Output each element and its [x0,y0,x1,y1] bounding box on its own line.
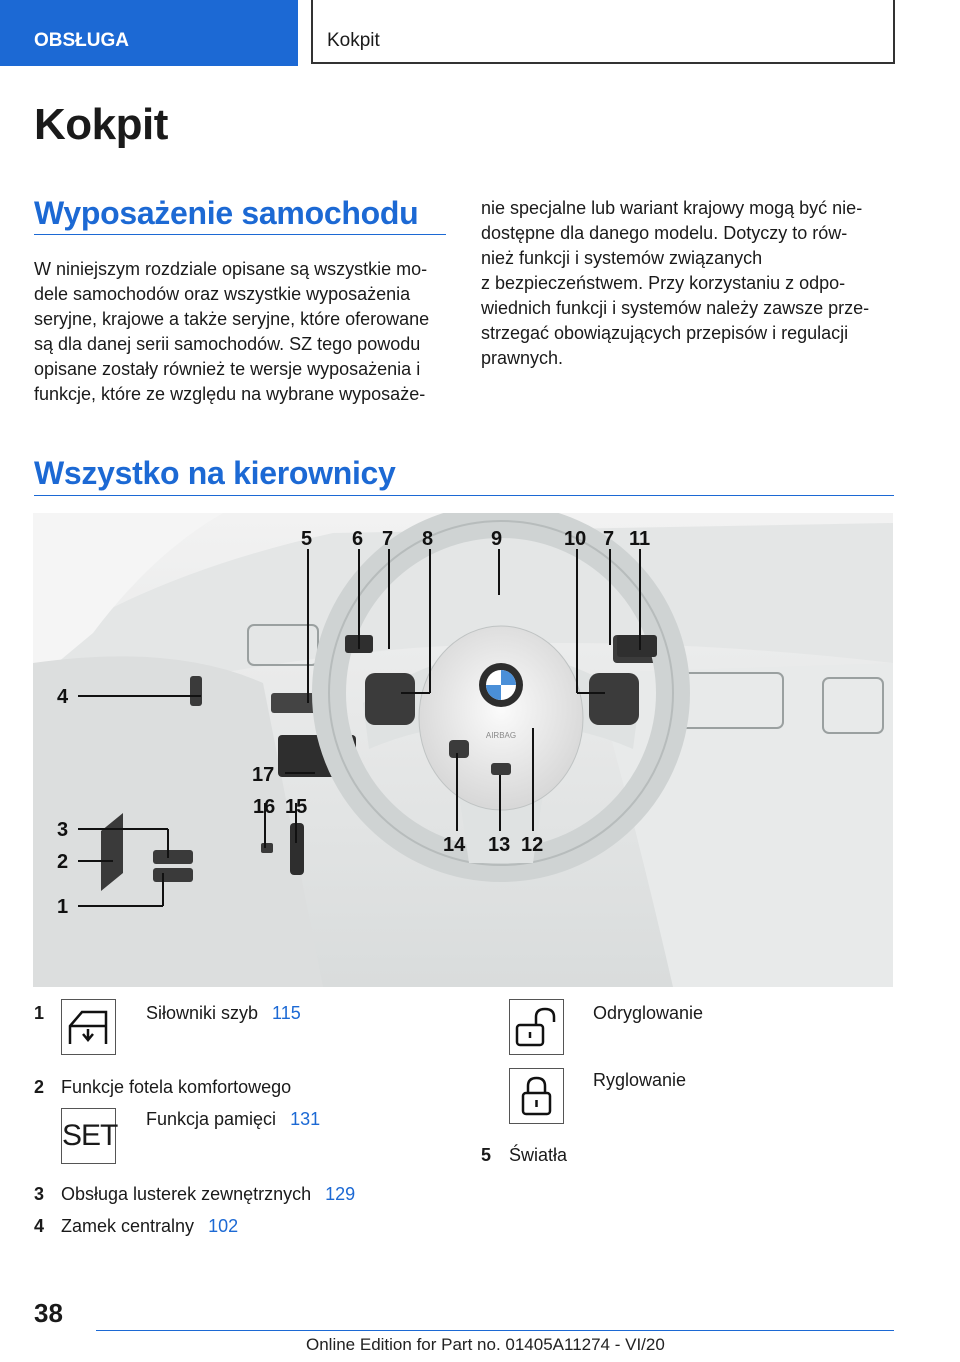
legend-item [146,1109,320,1130]
page-header [0,0,960,66]
legend-label: Odryglowanie [593,1003,704,1023]
text-line: funkcje, które ze względu na wybrane wyposaże‐ [34,384,426,404]
callout-15: 15 [285,796,308,818]
callout-5: 5 [301,528,313,550]
callout-11: 11 [629,528,651,550]
legend-label: Obsługa lusterek zewnętrznych [61,1184,312,1204]
set-icon-text: SET [62,1119,118,1152]
heading-rule [34,495,894,496]
text-line: nie specjalne lub wariant krajowy mogą być nie‐ [481,198,863,218]
window-lifter-icon [61,999,116,1055]
text-line: nież funkcji i systemów związanych [481,248,763,268]
legend-item [61,1184,355,1205]
callout-9: 9 [491,528,503,550]
legend-item [146,1003,301,1024]
page-reference-link[interactable]: 131 [290,1109,321,1129]
legend-item [61,1216,238,1237]
text-line: prawnych. [481,348,564,368]
cockpit-illustration [33,513,893,987]
callout-10: 10 [564,528,587,550]
callout-8: 8 [422,528,434,550]
legend-label: Zamek centralny [61,1216,195,1236]
cockpit-drawing [33,513,893,987]
bmw-logo [479,663,523,707]
legend-number: 2 [34,1077,45,1097]
section-tab[interactable]: OBSŁUGA [0,0,298,66]
callout-17: 17 [252,764,275,786]
text-line: strzegać obowiązujących przepisów i regulacji [481,323,849,343]
text-line: dele samochodów oraz wszystkie wyposażenia [34,284,411,304]
intro-column-left [34,257,454,407]
legend-label: Światła [509,1145,568,1165]
section-heading-steering: Wszystko na kierownicy [34,455,396,491]
set-button-icon [61,1108,116,1164]
legend-label: Funkcja pamięci [146,1109,277,1129]
legend-label: Siłowniki szyb [146,1003,259,1023]
section-heading-equipment: Wyposażenie samochodu [34,195,419,231]
legend-label: Ryglowanie [593,1070,687,1090]
unlock-icon [509,999,564,1055]
callout-14: 14 [443,834,466,856]
text-line: są dla danej serii samochodów. SZ tego powodu [34,334,421,354]
callout-7b: 7 [603,528,615,550]
legend-number: 1 [34,1003,45,1023]
callout-3: 3 [57,819,69,841]
intro-column-right [481,196,901,371]
chapter-tab[interactable]: Kokpit [311,0,895,64]
text-line: seryjne, krajowe a także seryjne, które oferowane [34,309,430,329]
footer-edition: Online Edition for Part no. 01405A11274 - VI/20 [306,1335,665,1354]
page-title: Kokpit [34,100,168,149]
callout-1: 1 [57,896,69,918]
callout-16: 16 [253,796,276,818]
callout-7: 7 [382,528,394,550]
legend-number: 3 [34,1184,45,1204]
legend-number: 4 [34,1216,45,1236]
airbag-label: AIRBAG [485,731,517,740]
text-line: dostępne dla danego modelu. Dotyczy to rów‐ [481,223,848,243]
callout-4: 4 [57,686,69,708]
lock-icon [509,1068,564,1124]
callout-6: 6 [352,528,364,550]
legend-label: Funkcje fotela komfortowego [61,1077,292,1097]
page-reference-link[interactable]: 129 [325,1184,356,1204]
callout-12: 12 [521,834,544,856]
page-reference-link[interactable]: 102 [208,1216,239,1236]
text-line: W niniejszym rozdziale opisane są wszystkie mo‐ [34,259,428,279]
text-line: wiednich funkcji i systemów należy zawsze prze‐ [481,298,870,318]
legend-number: 5 [481,1145,492,1165]
callout-13: 13 [488,834,511,856]
page-reference-link[interactable]: 115 [272,1003,301,1023]
text-line: z bezpieczeństwem. Przy korzystaniu z odpo‐ [481,273,846,293]
text-line: opisane zostały również te wersje wyposażenia i [34,359,421,379]
heading-rule [34,234,446,235]
callout-2: 2 [57,851,69,873]
page-number: 38 [34,1298,63,1328]
